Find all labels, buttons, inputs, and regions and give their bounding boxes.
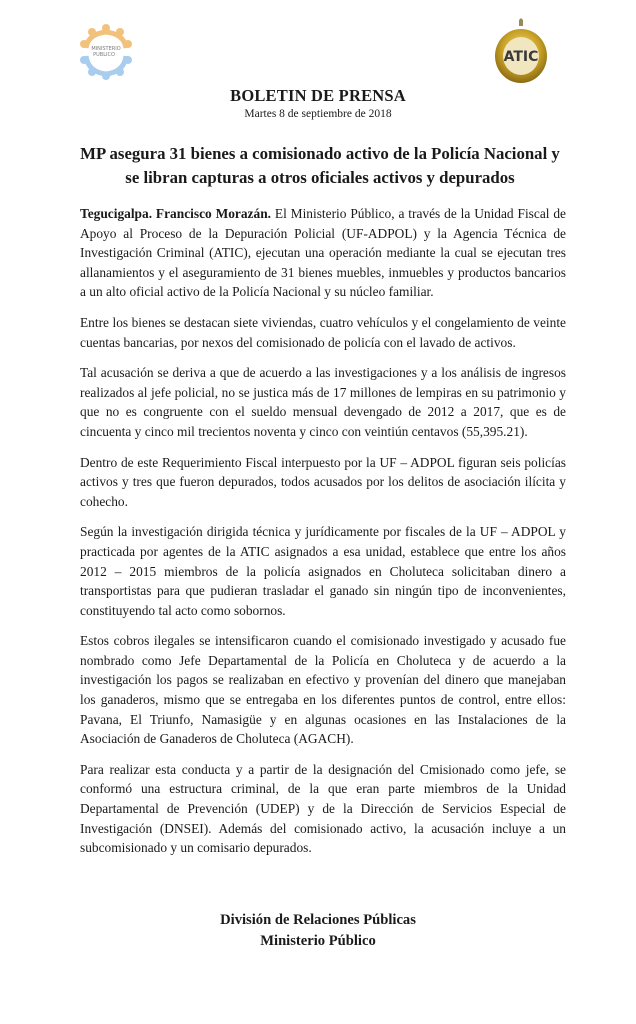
atic-logo <box>493 18 549 84</box>
paragraph-1 <box>80 204 566 302</box>
bulletin-title: BOLETIN DE PRENSA <box>230 86 406 105</box>
paragraph-5: Según la investigación dirigida técnica y jurídicamente por fiscales de la UF – ADPOL y practicada por agentes de la ATIC asignados a esa unidad, establece que entre los años 2012 – 2015 miembros de la policía asignados en Choluteca solicitaban dinero a transportistas para que pudieran trasladar el ganado sin ningún tipo de inconvenientes, constituyendo tal acto como sobornos. <box>80 524 566 618</box>
svg-text:MINISTERIO: MINISTERIO <box>91 46 121 52</box>
paragraph-3: Tal acusación se deriva a que de acuerdo a las investigaciones y a los análisis de ingresos realizados al jefe policial, no se justica más de 17 millones de lempiras en su patrimonio y que no es congruente con el sueldo mensual devengado de 2012 a 2017, que es de cincuenta y cinco mil trecientos noventa y cinco con veintiún centavos (55,395.21). <box>80 365 566 439</box>
dateline: Tegucigalpa. Francisco Morazán. <box>80 206 271 221</box>
bulletin-date: Martes 8 de septiembre de 2018 <box>244 108 392 120</box>
ministerio-publico-logo-icon <box>78 22 134 82</box>
signature-organization: Ministerio Público <box>260 933 376 949</box>
signature <box>0 910 636 952</box>
paragraph-6: Estos cobros ilegales se intensificaron cuando el comisionado investigado y acusado fue nombrado como Jefe Departamental de la Policía en Choluteca y de acuerdo a la investigación los pagos se realizaban en efectivo y provenían del dinero que manejaban los ganaderos, mismo que se entregaba en los diferentes puntos de control, entre ellos: Pavana, El Triunfo, Namasigüe y en algunas ocasiones en las Instalaciones de la Asociación de Ganaderos de Choluteca (AGACH). <box>80 633 566 747</box>
atic-logo-icon <box>493 18 549 84</box>
headline-line-1: MP asegura 31 bienes a comisionado activo de la Policía Nacional y <box>80 144 560 163</box>
headline <box>60 142 580 190</box>
paragraph-2: Entre los bienes se destacan siete viviendas, cuatro vehículos y el congelamiento de veinte cuentas bancarias, por nexos del comisionado de policía con el lavado de activos. <box>80 314 566 350</box>
article-body <box>80 204 566 869</box>
svg-text:PUBLICO: PUBLICO <box>93 52 115 58</box>
svg-text:ATIC: ATIC <box>503 49 539 65</box>
paragraph-7: Para realizar esta conducta y a partir de la designación del Cmisionado como jefe, se conformó una estructura criminal, de la que eran parte miembros de la Unidad Departamental de Prevención (UDEP) y de la Dirección de Servicios Especial de Investigación (DNSEI). Además del comisionado activo, la acusación incluye a un subcomisionado y un comisario depurados. <box>80 761 566 856</box>
bulletin-header <box>0 86 636 121</box>
headline-line-2: se libran capturas a otros oficiales activos y depurados <box>125 168 515 187</box>
signature-division: División de Relaciones Públicas <box>220 912 416 928</box>
paragraph-4: Dentro de este Requerimiento Fiscal interpuesto por la UF – ADPOL figuran seis policías activos y tres que fueron depurados, todos acusados por los delitos de asociación ilícita y cohecho. <box>80 454 566 509</box>
paragraph-1-text: El Ministerio Público, a través de la Unidad Fiscal de Apoyo al Proceso de la Depuración Policial (UF-ADPOL) y la Agencia Técnica de Investigación Criminal (ATIC), ejecutan una operación mediante la cual se ejecutan tres allanamientos y el aseguramiento de 31 bienes muebles, inmuebles y productos bancarios a un alto oficial activo de la Policía Nacional y su núcleo familiar. <box>80 206 566 300</box>
ministerio-publico-logo <box>78 22 134 82</box>
